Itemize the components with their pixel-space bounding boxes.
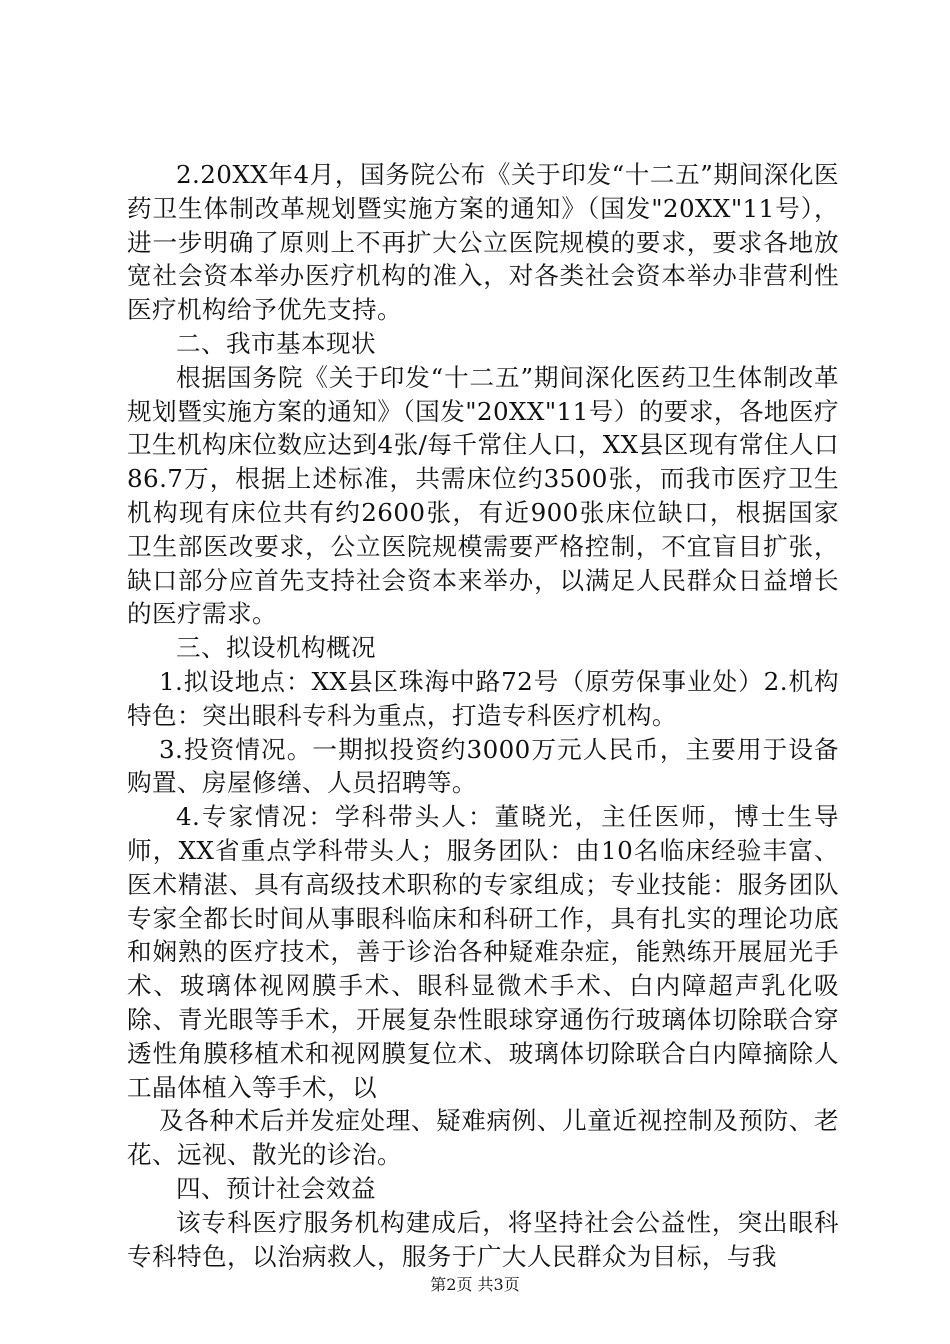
heading-institution-overview: 三、拟设机构概况 [176,633,376,663]
paragraph-social-benefit: 该专科医疗服务机构建成后，将坚持社会公益性，突出眼科专科特色，以治病救人，服务于广大人民群众为目标，与我 [127,1207,839,1271]
document-body [127,158,839,1273]
heading-current-status: 二、我市基本现状 [176,328,376,358]
paragraph-current-status: 根据国务院《关于印发“十二五”期间深化医药卫生体制改革规划暨实施方案的通知》（国发"20XX"11号）的要求，各地医疗卫生机构床位数应达到4张/每千常住人口，XX县区现有常住人口86.7万，根据上述标准，共需床位约3500张，而我市医疗卫生机构现有床位共有约2600张，有近900张床位缺口，根据国家卫生部医改要求，公立医院规模需要严格控制，不宜盲目扩张，缺口部分应首先支持社会资本来举办，以满足人民群众日益增长的医疗需求。 [127,362,839,629]
paragraph-investment: 3.投资情况。一期拟投资约3000万元人民币，主要用于设备购置、房屋修缮、人员招聘等。 [127,734,839,798]
paragraph-experts: 4.专家情况：学科带头人：董晓光，主任医师，博士生导师，XX省重点学科带头人；服务团队：由10名临床经验丰富、医术精湛、具有高级技术职称的专家组成；专业技能：服务团队专家全都长时间从事眼科临床和科研工作，具有扎实的理论功底和娴熟的医疗技术，善于诊治各种疑难杂症，能熟练开展屈光手术、玻璃体视网膜手术、眼科显微术手术、白内障超声乳化吸除、青光眼等手术，开展复杂性眼球穿通伤行玻璃体切除联合穿透性角膜移植术和视网膜复位术、玻璃体切除联合白内障摘除人工晶体植入等手术，以 [127,802,839,1102]
paragraph-experts-continued: 及各种术后并发症处理、疑难病例、儿童近视控制及预防、老花、远视、散光的诊治。 [127,1106,839,1170]
heading-social-benefit: 四、预计社会效益 [176,1173,376,1203]
paragraph-policy-notice: 2.20XX年4月，国务院公布《关于印发“十二五”期间深化医药卫生体制改革规划暨实施方案的通知》（国发"20XX"11号），进一步明确了原则上不再扩大公立医院规模的要求，要求各地放宽社会资本举办医疗机构的准入，对各类社会资本举办非营利性医疗机构给予优先支持。 [127,160,839,325]
page-number-footer: 第2页 共3页 [430,1275,520,1294]
paragraph-location-features: 1.拟设地点：XX县区珠海中路72号（原劳保事业处）2.机构特色：突出眼科专科为重点，打造专科医疗机构。 [127,666,839,730]
